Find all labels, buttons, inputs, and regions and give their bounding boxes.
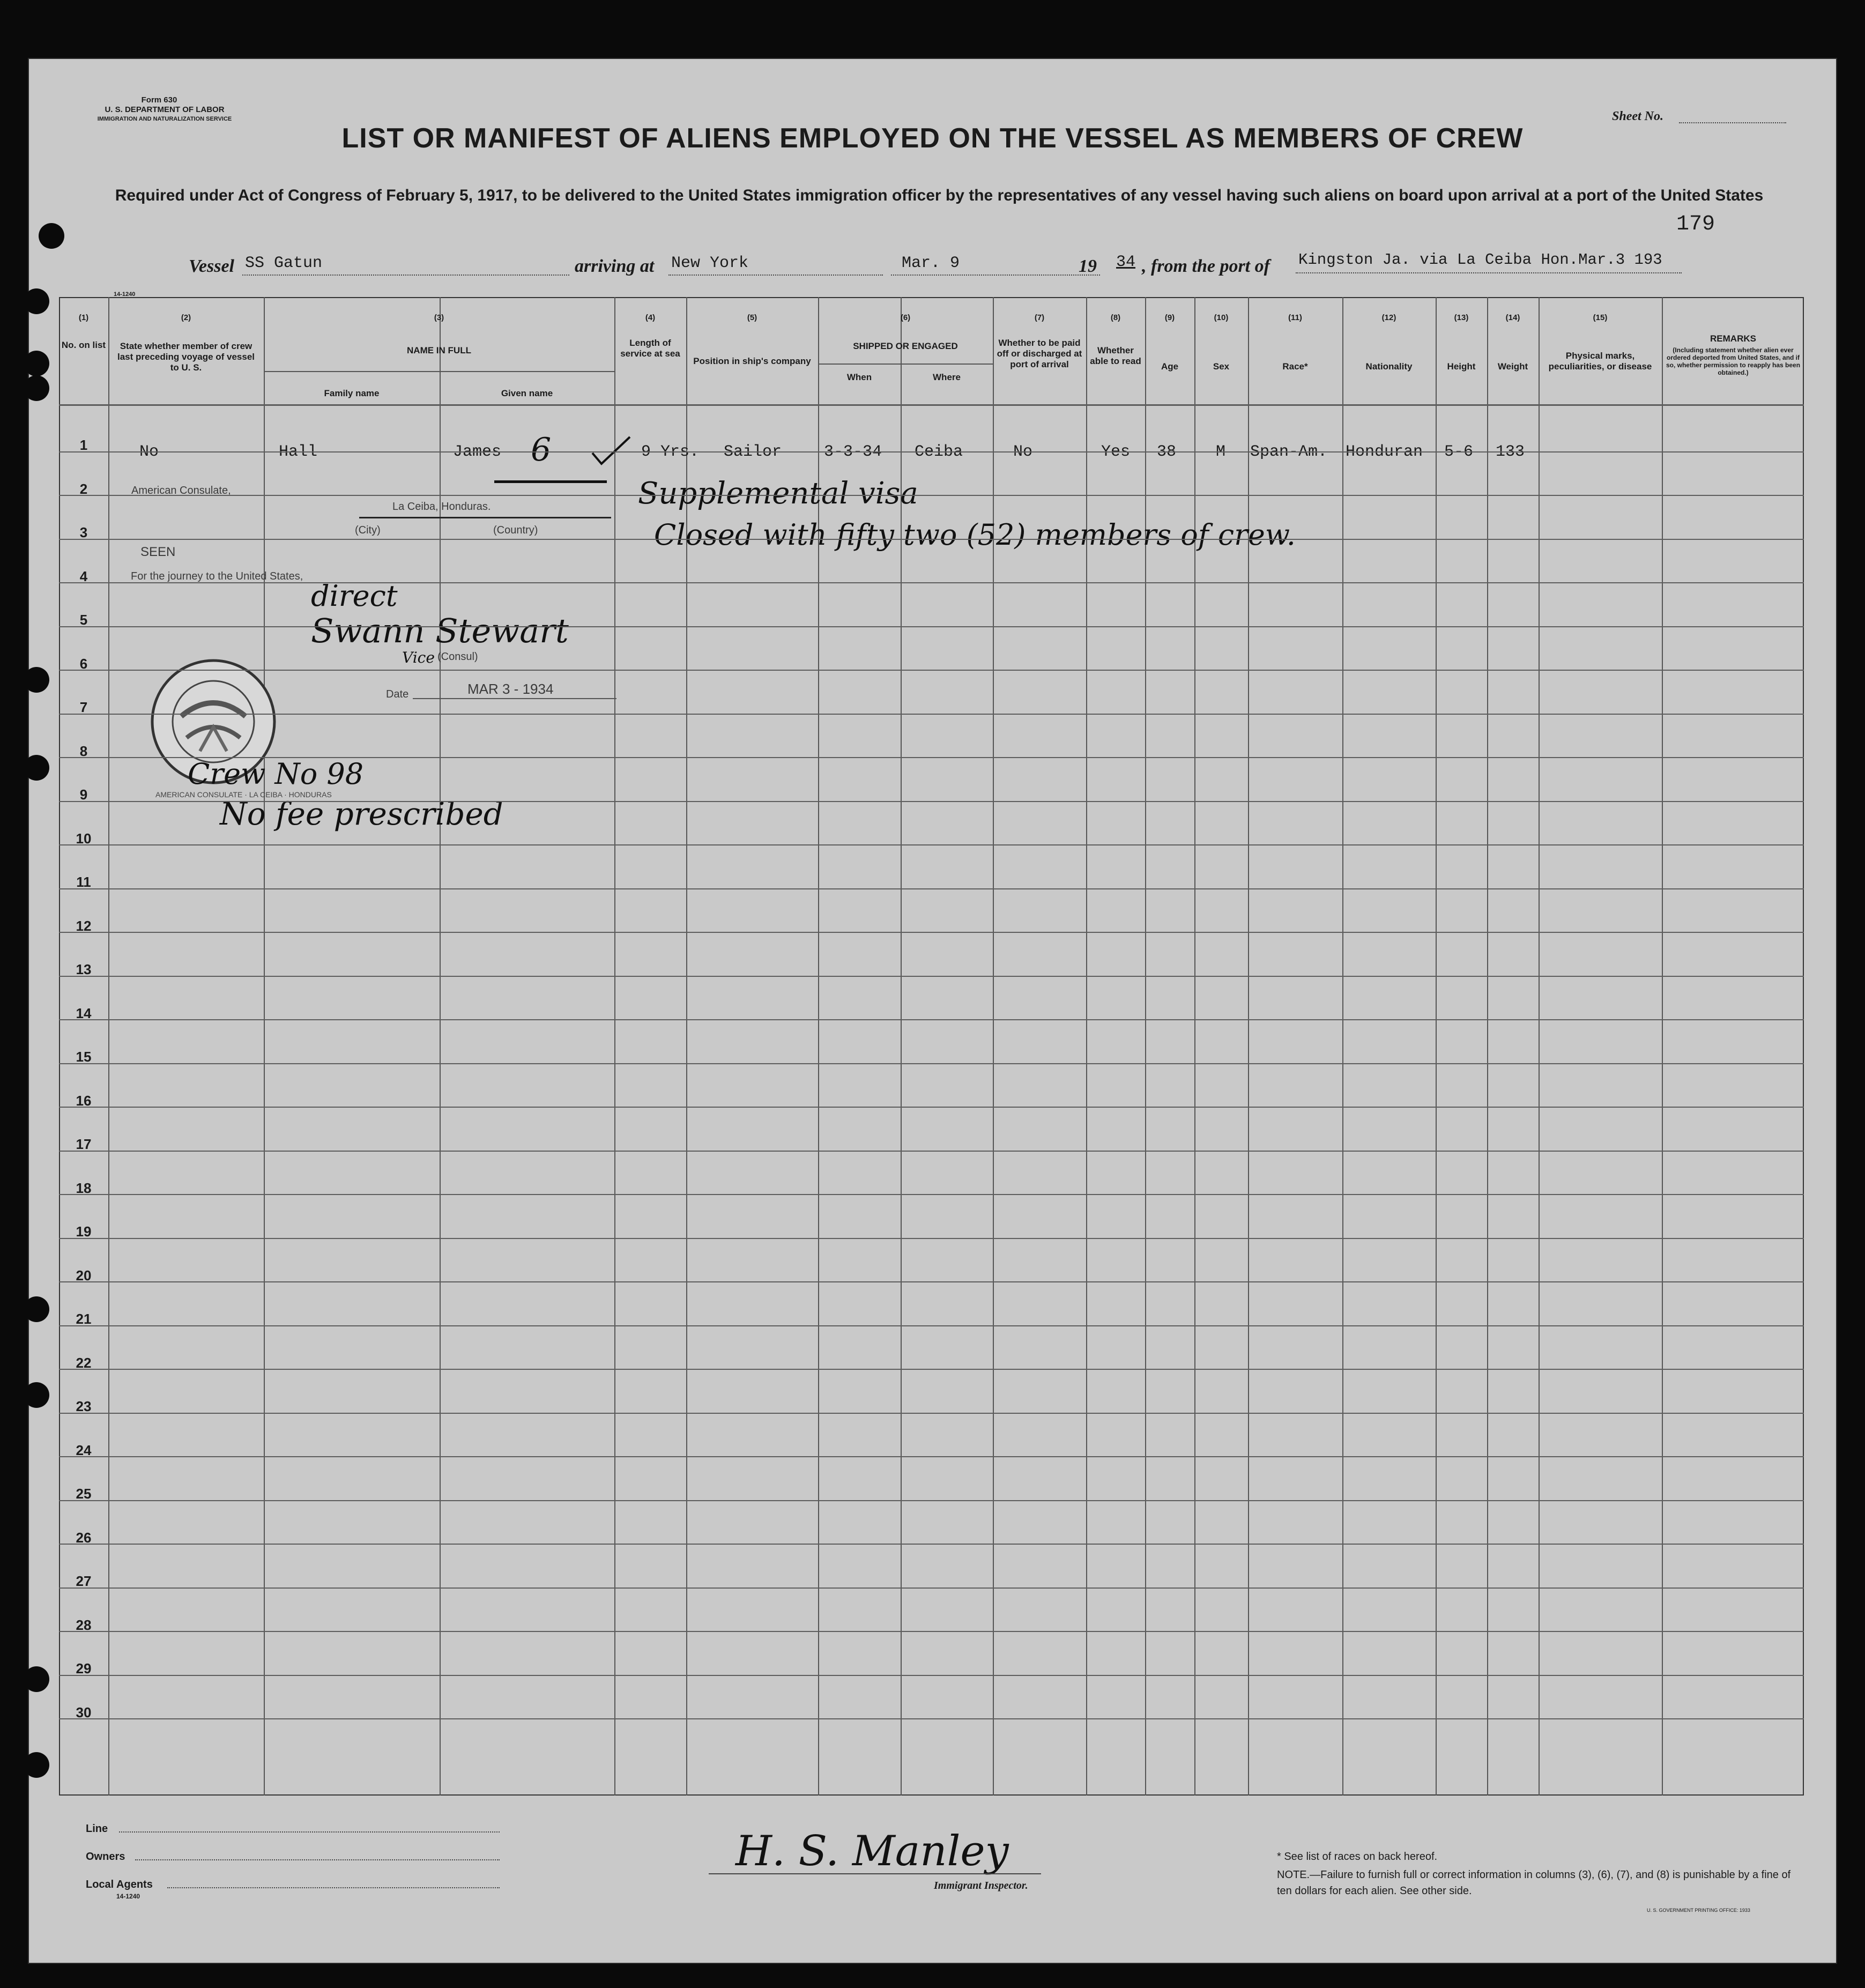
col-divider: [1436, 297, 1437, 1796]
cell-when: 3-3-34: [824, 443, 882, 461]
col-head-family: Family name: [324, 388, 380, 398]
col-head-list-no: No. on list: [61, 340, 106, 350]
cell-position: Sailor: [724, 443, 782, 461]
row-rule: [59, 1325, 1804, 1326]
cell-paid-off: No: [1013, 443, 1033, 461]
col-head-height: Height: [1447, 361, 1476, 372]
departure-port: Kingston Ja. via La Ceiba Hon.Mar.3 193: [1298, 251, 1662, 269]
binder-hole: [28, 755, 49, 781]
row-number: 5: [79, 612, 88, 628]
col-number: (6): [900, 313, 911, 322]
col-head-remarks: REMARKS: [1710, 333, 1756, 344]
row-rule: [59, 888, 1804, 889]
row-number: 1: [79, 437, 88, 453]
printer-mark: U. S. GOVERNMENT PRINTING OFFICE: 1933: [1647, 1908, 1750, 1913]
row-number: 4: [79, 568, 88, 584]
row-number: 17: [76, 1136, 92, 1152]
date-line: [413, 698, 616, 699]
row-rule: [59, 1413, 1804, 1414]
inspector-label: Immigrant Inspector.: [934, 1880, 1028, 1891]
cell-where: Ceiba: [915, 443, 963, 461]
row-rule: [59, 757, 1804, 758]
crew-table: [59, 297, 1804, 1796]
row-rule: [59, 1063, 1804, 1064]
row-number: 12: [76, 917, 92, 934]
binder-hole: [28, 1752, 49, 1778]
col-number: (12): [1381, 313, 1396, 322]
col-head-prev-voyage: State whether member of crew last preceding voyage of vessel to U. S.: [117, 341, 255, 373]
cell-nationality: Honduran: [1346, 443, 1423, 461]
row-number: 21: [76, 1311, 92, 1327]
col-head-where: Where: [933, 372, 961, 382]
row-number: 23: [76, 1398, 92, 1414]
arriving-label: arriving at: [575, 256, 655, 276]
col-number: (3): [434, 313, 444, 322]
cell-family-name: Hall: [279, 443, 318, 461]
handwritten-crew-number: Crew No 98: [188, 757, 364, 791]
page-number: 179: [1676, 212, 1715, 236]
col-head-service: Length of service at sea: [620, 338, 680, 359]
cell-race: Span-Am.: [1250, 443, 1328, 461]
seal-text: AMERICAN CONSULATE · LA CEIBA · HONDURAS: [155, 790, 332, 799]
handwritten-no-fee: No fee prescribed: [220, 796, 503, 832]
line-underline: [119, 1831, 500, 1833]
col-number: (10): [1214, 313, 1229, 322]
col-head-nationality: Nationality: [1365, 361, 1413, 372]
col-head-when: When: [846, 372, 872, 382]
row-rule: [59, 714, 1804, 715]
row-number: 9: [79, 787, 88, 803]
agents-label: Local Agents: [86, 1879, 153, 1890]
print-code: 14-1240: [114, 291, 136, 298]
agents-code: 14-1240: [116, 1893, 140, 1900]
row-number: 29: [76, 1660, 92, 1677]
col-head-sex: Sex: [1213, 361, 1230, 372]
col-divider: [1539, 297, 1540, 1796]
row-rule: [59, 976, 1804, 977]
col-number: (7): [1034, 313, 1045, 322]
row-number: 25: [76, 1486, 92, 1502]
row-number: 16: [76, 1092, 92, 1109]
row-number: 10: [76, 830, 92, 847]
col-head-age: Age: [1161, 361, 1179, 372]
row-rule: [59, 1718, 1804, 1719]
col-number: (1): [78, 313, 89, 322]
col-divider: [108, 297, 109, 1796]
stamp-line: [359, 517, 611, 518]
row-rule: [59, 1019, 1804, 1020]
row-number: 22: [76, 1354, 92, 1371]
line-label: Line: [86, 1823, 108, 1835]
row-rule: [59, 582, 1804, 583]
row-number: 3: [79, 524, 88, 540]
row-rule: [59, 670, 1804, 671]
row-number: 20: [76, 1267, 92, 1284]
year-prefix: 19: [1079, 256, 1097, 276]
given-name-strike: [494, 480, 607, 483]
sheet-label: Sheet No.: [1612, 109, 1663, 123]
name-subdivider: [264, 371, 614, 372]
row-number: 6: [79, 655, 88, 672]
col-head-weight: Weight: [1497, 361, 1528, 372]
row-rule: [59, 1631, 1804, 1632]
row-number: 30: [76, 1704, 92, 1720]
col-head-read: Whether able to read: [1090, 345, 1141, 366]
row-rule: [59, 626, 1804, 627]
row-rule: [59, 844, 1804, 845]
col-head-physical: Physical marks, peculiarities, or disease: [1548, 351, 1652, 372]
date-underline: [891, 275, 1100, 276]
row-number: 15: [76, 1049, 92, 1065]
row-rule: [59, 539, 1804, 540]
cell-service: 9 Yrs.: [641, 443, 700, 461]
stamp-country-label: (Country): [493, 524, 538, 536]
row-rule: [59, 1588, 1804, 1589]
row-rule: [59, 1456, 1804, 1457]
col-head-shipped: SHIPPED OR ENGAGED: [853, 341, 958, 351]
stamp-date: MAR 3 - 1934: [467, 681, 554, 697]
service-name: IMMIGRATION AND NATURALIZATION SERVICE: [97, 116, 232, 122]
row-number: 18: [76, 1180, 92, 1196]
cell-sex: M: [1216, 443, 1226, 461]
col-divider: [614, 297, 615, 1796]
year-suffix: 34: [1116, 253, 1136, 271]
row-number: 8: [79, 743, 88, 759]
owners-label: Owners: [86, 1851, 125, 1863]
row-rule: [59, 1107, 1804, 1108]
binder-hole: [28, 1296, 49, 1322]
handwritten-supplemental-visa: Supplemental visa: [638, 476, 918, 511]
stamp-city-label: (City): [355, 524, 381, 536]
col-number: (11): [1288, 313, 1302, 322]
col-number: (5): [747, 313, 757, 322]
row-rule: [59, 1238, 1804, 1239]
checkmark-icon: [590, 434, 633, 466]
cell-weight: 133: [1496, 443, 1525, 461]
port-underline: [1296, 272, 1682, 273]
col-number: (14): [1505, 313, 1520, 322]
vessel-underline: [242, 275, 569, 276]
col-divider: [1487, 297, 1488, 1796]
cell-age: 38: [1157, 443, 1177, 461]
row-number: 27: [76, 1573, 92, 1589]
col-head-name: NAME IN FULL: [407, 345, 471, 355]
binder-hole: [28, 375, 49, 401]
cell-height: 5-6: [1444, 443, 1474, 461]
col-number: (4): [645, 313, 656, 322]
row-number: 28: [76, 1616, 92, 1633]
manifest-sheet: [28, 58, 1837, 1964]
col-number: (15): [1593, 313, 1608, 322]
col-number: (9): [1164, 313, 1175, 322]
from-port-label: , from the port of: [1142, 256, 1270, 276]
handwritten-closed-note: Closed with fifty two (52) members of crew.: [654, 518, 1296, 552]
row-number: 14: [76, 1005, 92, 1021]
manifest-title: LIST OR MANIFEST OF ALIENS EMPLOYED ON THE VESSEL AS MEMBERS OF CREW: [341, 123, 1524, 154]
row-number: 26: [76, 1529, 92, 1546]
inspector-line: [709, 1873, 1041, 1874]
manifest-subtitle: Required under Act of Congress of February 5, 1917, to be delivered to the United States immigration officer by the representatives of any vessel having such aliens on board upon arrival at a port of the United States: [115, 187, 1764, 204]
cell-read: Yes: [1101, 443, 1131, 461]
stamp-date-label: Date: [386, 688, 409, 700]
department-name: U. S. DEPARTMENT OF LABOR: [105, 105, 225, 114]
remarks-note: (Including statement whether alien ever ordered deported from United States, and if so, whether permission to reapply has been obtained.): [1666, 346, 1801, 376]
row-number: 13: [76, 961, 92, 977]
row-rule: [59, 495, 1804, 496]
header-divider: [59, 404, 1804, 406]
row-rule: [59, 1194, 1804, 1195]
form-number: Form 630: [141, 95, 177, 105]
col-head-race: Race*: [1282, 361, 1308, 372]
row-rule: [59, 451, 1804, 453]
row-number: 19: [76, 1223, 92, 1240]
col-divider: [1342, 297, 1343, 1796]
arrival-underline: [668, 275, 883, 276]
col-head-position: Position in ship's company: [693, 356, 811, 366]
stamp-journey: For the journey to the United States,: [131, 570, 303, 582]
binder-hole: [28, 288, 49, 314]
col-number: (2): [181, 313, 191, 322]
row-number: 11: [76, 874, 91, 890]
stamp-seen: SEEN: [140, 545, 176, 559]
row-rule: [59, 932, 1804, 933]
col-head-paid-off: Whether to be paid off or discharged at port of arrival: [997, 338, 1082, 369]
arrival-port: New York: [671, 254, 749, 272]
inspector-signature: H. S. Manley: [735, 1827, 1009, 1875]
binder-hole: [28, 351, 49, 376]
col-divider: [1662, 297, 1663, 1796]
binder-hole: [28, 1666, 49, 1692]
row-number: 7: [79, 699, 88, 715]
col-divider: [264, 297, 265, 1796]
row-rule: [59, 1675, 1804, 1676]
handwritten-direct: direct: [311, 579, 398, 613]
shipped-subdivider: [818, 364, 993, 365]
binder-hole: [28, 667, 49, 693]
row-rule: [59, 1151, 1804, 1152]
row-rule: [59, 1369, 1804, 1370]
handwritten-initial: 6: [531, 431, 552, 469]
cell-prev-voyage: No: [139, 443, 159, 461]
cell-given-name: James: [453, 443, 502, 461]
binder-hole: [39, 223, 64, 249]
vessel-label: Vessel: [189, 256, 234, 276]
vessel-name: SS Gatun: [245, 254, 323, 272]
col-number: (13): [1454, 313, 1469, 322]
col-divider: [440, 297, 441, 1796]
col-number: (8): [1110, 313, 1121, 322]
binder-hole: [28, 1382, 49, 1408]
row-rule: [59, 1281, 1804, 1282]
row-rule: [59, 801, 1804, 802]
consul-signature: Swann Stewart: [311, 611, 569, 650]
row-number: 24: [76, 1442, 92, 1458]
races-note: * See list of races on back hereof.: [1277, 1851, 1438, 1863]
handwritten-vice: Vice: [402, 649, 435, 666]
agents-underline: [167, 1887, 500, 1888]
row-number: 2: [79, 480, 88, 497]
penalty-note: NOTE.—Failure to furnish full or correct information in columns (3), (6), (7), and (8) is punishable by a fine of ten dollars for each alien. See other side.: [1277, 1869, 1791, 1897]
arrival-date: Mar. 9: [902, 254, 960, 272]
stamp-city: La Ceiba, Honduras.: [392, 501, 491, 513]
stamp-consul-label: (Consul): [437, 651, 478, 663]
col-head-given: Given name: [501, 388, 553, 398]
stamp-consulate: American Consulate,: [131, 485, 231, 496]
row-rule: [59, 1500, 1804, 1501]
owners-underline: [135, 1859, 500, 1860]
row-rule: [59, 1544, 1804, 1545]
